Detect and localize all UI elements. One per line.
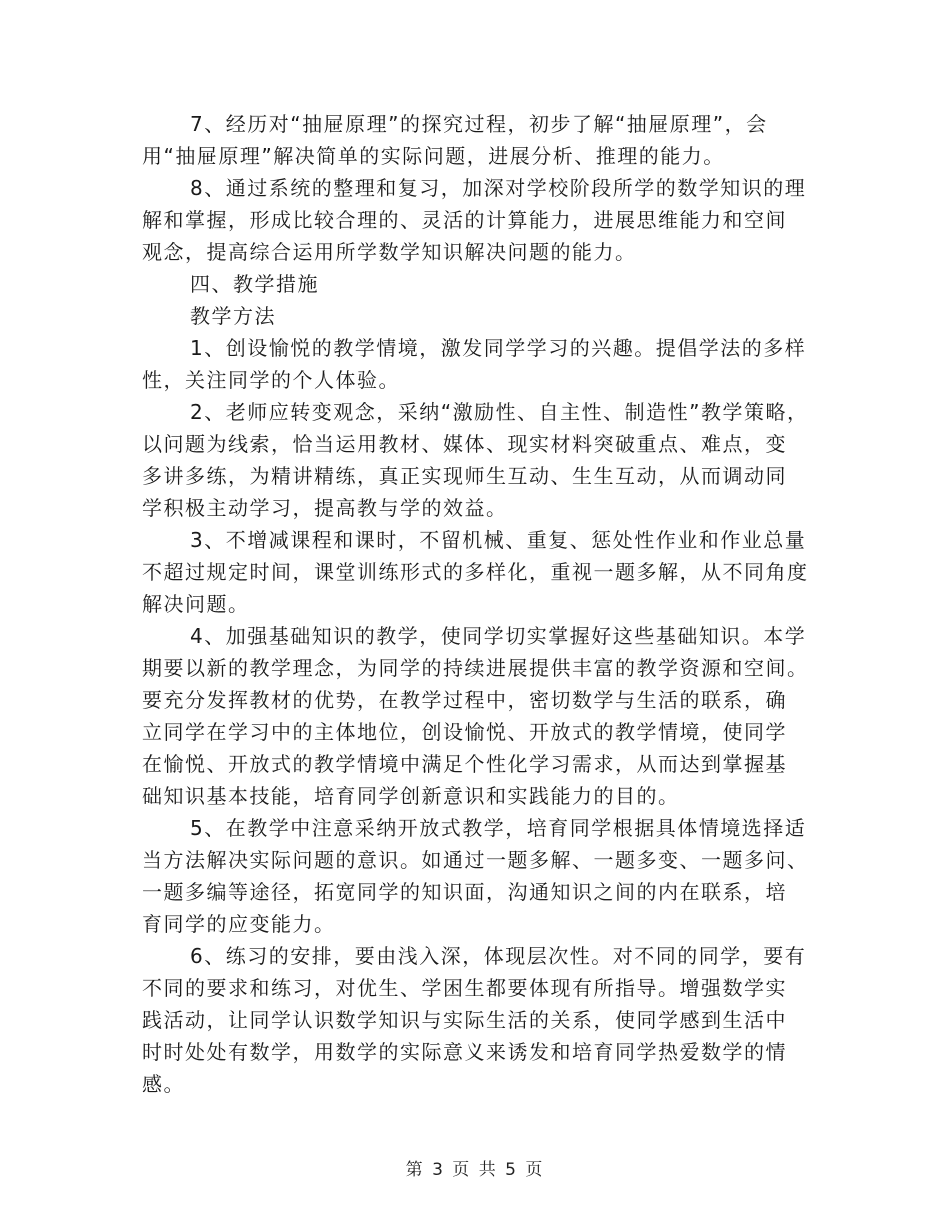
method-4-line-3: 要充分发挥教材的优势，在教学过程中，密切数学与生活的联系，确 — [142, 688, 787, 712]
section-heading-teaching-measures: 四、教学措施 — [190, 272, 319, 296]
method-5-line-2: 当方法解决实际问题的意识。如通过一题多解、一题多变、一题多问、 — [142, 848, 809, 872]
method-6-line-4: 时时处处有数学，用数学的实际意义来诱发和培育同学热爱数学的情 — [142, 1040, 787, 1064]
paragraph-8-line-2: 解和掌握，形成比较合理的、灵活的计算能力，进展思维能力和空间 — [142, 208, 787, 232]
method-3-line-2: 不超过规定时间，课堂训练形式的多样化，重视一题多解，从不同角度 — [142, 560, 809, 584]
method-4-line-1: 4、加强基础知识的教学，使同学切实掌握好这些基础知识。本学 — [190, 624, 807, 648]
paragraph-7-line-2: 用“抽屉原理”解决简单的实际问题，进展分析、推理的能力。 — [142, 144, 725, 168]
method-3-line-3: 解决问题。 — [142, 592, 250, 616]
method-1-line-1: 1、创设愉悦的教学情境，激发同学学习的兴趣。提倡学法的多样 — [190, 336, 807, 360]
method-2-line-3: 多讲多练，为精讲精练，真正实现师生互动、生生互动，从而调动同 — [142, 464, 787, 488]
method-5-line-4: 育同学的应变能力。 — [142, 912, 336, 936]
method-4-line-4: 立同学在学习中的主体地位，创设愉悦、开放式的教学情境，使同学 — [142, 720, 787, 744]
method-2-line-4: 学积极主动学习，提高教与学的效益。 — [142, 496, 508, 520]
paragraph-8-line-1: 8、通过系统的整理和复习，加深对学校阶段所学的数学知识的理 — [190, 176, 807, 200]
method-6-line-1: 6、练习的安排，要由浅入深，体现层次性。对不同的同学，要有 — [190, 944, 807, 968]
method-2-line-1: 2、老师应转变观念，采纳“激励性、自主性、制造性”教学策略， — [190, 400, 809, 424]
paragraph-7-line-1: 7、经历对“抽屉原理”的探究过程，初步了解“抽屉原理”，会 — [190, 112, 768, 136]
paragraph-8-line-3: 观念，提高综合运用所学数学知识解决问题的能力。 — [142, 240, 637, 264]
method-4-line-5: 在愉悦、开放式的教学情境中满足个性化学习需求，从而达到掌握基 — [142, 752, 787, 776]
document-body — [142, 108, 822, 1100]
method-2-line-2: 以问题为线索，恰当运用教材、媒体、现实材料突破重点、难点，变 — [142, 432, 787, 456]
method-3-line-1: 3、不增减课程和课时，不留机械、重复、惩处性作业和作业总量 — [190, 528, 807, 552]
method-4-line-2: 期要以新的教学理念，为同学的持续进展提供丰富的教学资源和空间。 — [142, 656, 809, 680]
method-5-line-3: 一题多编等途径，拓宽同学的知识面，沟通知识之间的内在联系，培 — [142, 880, 787, 904]
subheading-teaching-methods: 教学方法 — [190, 304, 276, 328]
method-6-line-3: 践活动，让同学认识数学知识与实际生活的关系，使同学感到生活中 — [142, 1008, 787, 1032]
method-4-line-6: 础知识基本技能，培育同学创新意识和实践能力的目的。 — [142, 784, 680, 808]
page-number-footer: 第 3 页 共 5 页 — [405, 1160, 545, 1180]
method-6-line-5: 感。 — [142, 1072, 185, 1096]
method-1-line-2: 性，关注同学的个人体验。 — [142, 368, 400, 392]
method-5-line-1: 5、在教学中注意采纳开放式教学，培育同学根据具体情境选择适 — [190, 816, 807, 840]
method-6-line-2: 不同的要求和练习，对优生、学困生都要体现有所指导。增强数学实 — [142, 976, 787, 1000]
